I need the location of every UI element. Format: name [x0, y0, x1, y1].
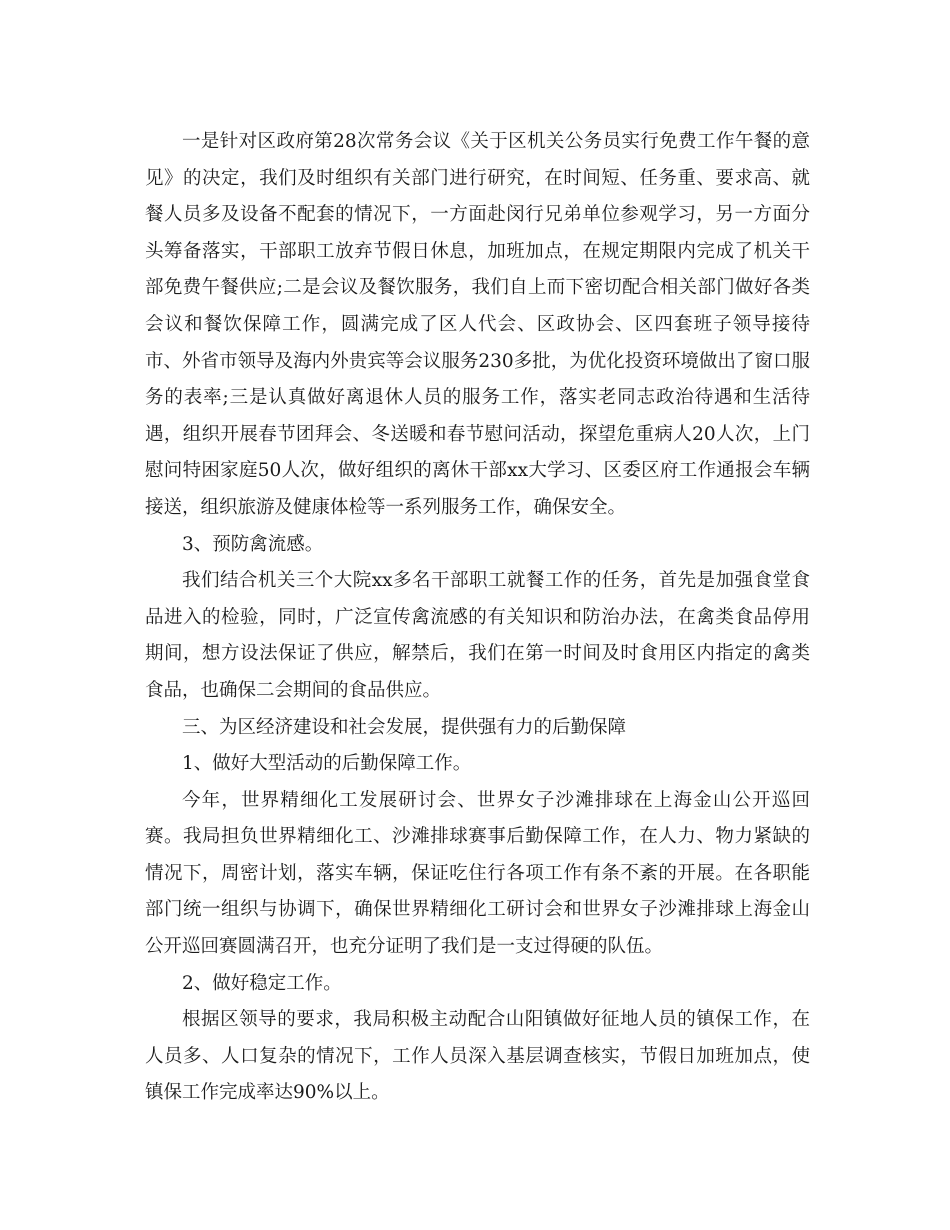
paragraph-bird-flu: 我们结合机关三个大院xx多名干部职工就餐工作的任务，首先是加强食堂食品进入的检验，同时，广泛宣传禽流感的有关知识和防治办法，在禽类食品停用期间，想方设法保证了供应，解禁后，我们在第一时间及时食用区内指定的禽类食品，也确保二会期间的食品供应。: [145, 570, 810, 701]
heading-large-events: 1、做好大型活动的后勤保障工作。: [182, 753, 472, 775]
paragraph-service-work: 一是针对区政府第28次常务会议《关于区机关公务员实行免费工作午餐的意见》的决定，我们及时组织有关部门进行研究，在时间短、任务重、要求高、就餐人员多及设备不配套的情况下，一方面赴闵行兄弟单位参观学习，另一方面分头筹备落实，干部职工放弃节假日休息，加班加点，在规定期限内完成了机关干部免费午餐供应;二是会议及餐饮服务，我们自上而下密切配合相关部门做好各类会议和餐饮保障工作，圆满完成了区人代会、区政协会、区四套班子领导接待市、外省市领导及海内外贵宾等会议服务230多批，为优化投资环境做出了窗口服务的表率;三是认真做好离退休人员的服务工作，落实老同志政治待遇和生活待遇，组织开展春节团拜会、冬送暖和春节慰问活动，探望危重病人20人次，上门慰问特困家庭50人次，做好组织的离休干部xx大学习、区委区府工作通报会车辆接送，组织旅游及健康体检等一系列服务工作，确保安全。: [145, 131, 810, 518]
heading-bird-flu-prevention: 3、预防禽流感。: [182, 533, 324, 555]
paragraph-large-events: 今年，世界精细化工发展研讨会、世界女子沙滩排球在上海金山公开巡回赛。我局担负世界精细化工、沙滩排球赛事后勤保障工作，在人力、物力紧缺的情况下，周密计划，落实车辆，保证吃住行各项工作有条不紊的开展。在各职能部门统一组织与协调下，确保世界精细化工研讨会和世界女子沙滩排球上海金山公开巡回赛圆满召开，也充分证明了我们是一支过得硬的队伍。: [145, 789, 810, 958]
heading-stability-work: 2、做好稳定工作。: [182, 972, 342, 994]
heading-section-three: 三、为区经济建设和社会发展，提供强有力的后勤保障: [182, 716, 627, 738]
document-body: [145, 124, 810, 1112]
paragraph-stability-work: 根据区领导的要求，我局积极主动配合山阳镇做好征地人员的镇保工作，在人员多、人口复杂的情况下，工作人员深入基层调查核实，节假日加班加点，使镇保工作完成率达90%以上。: [145, 1009, 810, 1104]
